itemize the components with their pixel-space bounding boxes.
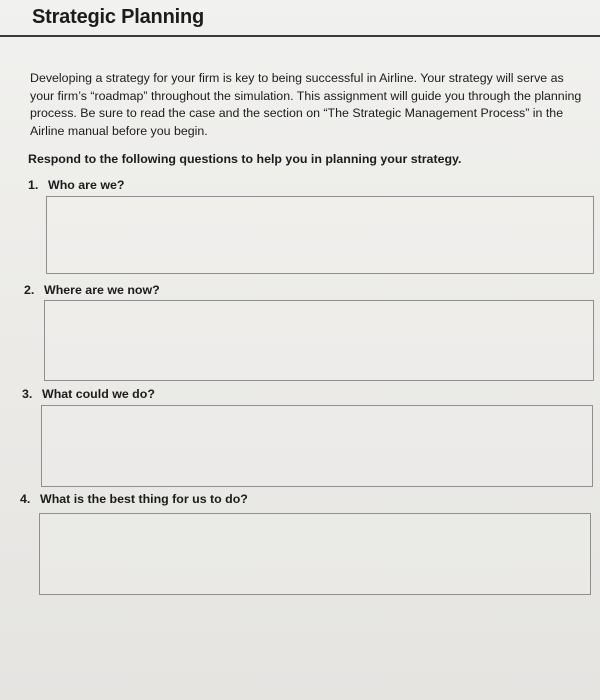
- answer-box-4[interactable]: [39, 513, 591, 595]
- instruction-text: Respond to the following questions to help you in planning your strategy.: [28, 152, 462, 166]
- question-text: What is the best thing for us to do?: [40, 492, 248, 506]
- question-3: [22, 387, 155, 401]
- question-number: 3.: [22, 387, 33, 401]
- question-1: [28, 178, 124, 192]
- question-number: 4.: [20, 492, 31, 506]
- intro-paragraph: Developing a strategy for your firm is key to being successful in Airline. Your strategy will serve as your firm’s “roadmap” throughout the simulation. This assignment will guide you through the planning process. Be sure to read the case and the section on “The Strategic Management Process” in the Airline manual before you begin.: [30, 71, 582, 138]
- question-text: What could we do?: [42, 387, 155, 401]
- answer-box-3[interactable]: [41, 405, 593, 487]
- question-2: [24, 283, 160, 297]
- answer-box-1[interactable]: [46, 196, 594, 274]
- page-title: Strategic Planning: [32, 6, 204, 28]
- question-number: 1.: [28, 178, 39, 192]
- question-number: 2.: [24, 283, 35, 297]
- question-4: [20, 492, 248, 506]
- question-text: Where are we now?: [44, 283, 160, 297]
- question-text: Who are we?: [48, 178, 125, 192]
- answer-box-2[interactable]: [44, 300, 594, 381]
- title-divider: [0, 35, 600, 37]
